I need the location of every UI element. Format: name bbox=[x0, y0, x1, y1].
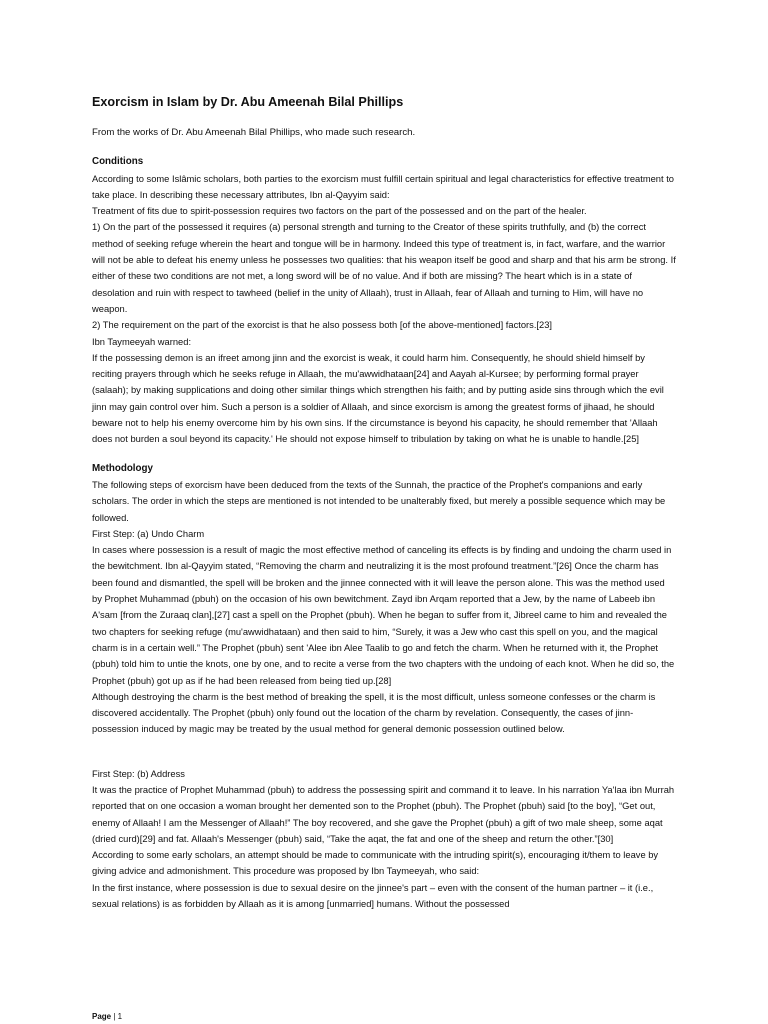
step-heading: First Step: (a) Undo Charm bbox=[92, 528, 205, 539]
document-title: Exorcism in Islam by Dr. Abu Ameenah Bilal Phillips bbox=[92, 95, 404, 109]
paragraph: 1) On the part of the possessed it requires (a) personal strength and turning to the Creator of these spirits truthfully, and (b) the correct method of seeking refuge wherein the heart and tongue will be in harmony. Indeed this type of treatment is, in fact, warfare, and the warrior will not be able to defeat his enemy unless he possesses two qualities: that his weapon itself be good and sharp and that his arm be strong. If either of these two conditions are not met, a long sword will be of no value. And if both are missing? The heart which is in a state of desolation and ruin with respect to tawheed (belief in the unity of Allaah), trust in Allaah, fear of Allaah and turning to Him, will have no weapon. bbox=[92, 222, 676, 314]
page-number: 1 bbox=[117, 1012, 123, 1021]
paragraph: Ibn Taymeeyah warned: bbox=[92, 336, 192, 347]
paragraph: In the first instance, where possession is due to sexual desire on the jinnee's part – even with the consent of the human partner – it (i.e., sexual relations) is as forbidden by Allaah as it is among [unmarried] humans. Without the possessed bbox=[92, 882, 654, 910]
section-heading-conditions: Conditions bbox=[92, 156, 144, 168]
paragraph: Treatment of fits due to spirit-possession requires two factors on the part of the possessed and on the part of the healer. bbox=[92, 206, 587, 217]
spacer bbox=[92, 738, 676, 766]
intro-text: From the works of Dr. Abu Ameenah Bilal Phillips, who made such research. bbox=[92, 127, 416, 138]
page-footer bbox=[92, 1012, 122, 1022]
section-heading-methodology: Methodology bbox=[92, 462, 153, 474]
paragraph: It was the practice of Prophet Muhammad (pbuh) to address the possessing spirit and command it to leave. In his narration Ya'laa ibn Murrah reported that on one occasion a woman brought her demented son to the Prophet (pbuh). The Prophet (pbuh) said [to the boy], “Get out, enemy of Allaah! I am the Messenger of Allaah!” The boy recovered, and she gave the Prophet (pbuh) a gift of two male sheep, some aqat (dried curd)[29] and fat. Allaah's Messenger (pbuh) said, “Take the aqat, the fat and one of the sheep and return the other.”[30] bbox=[92, 784, 675, 844]
paragraph: The following steps of exorcism have been deduced from the texts of the Sunnah, the practice of the Prophet's companions and early scholars. The order in which the steps are mentioned is not intended to be unalterably fixed, but merely a possible sequence which may be followed. bbox=[92, 479, 666, 523]
paragraph: According to some early scholars, an attempt should be made to communicate with the intruding spirit(s), encouraging it/them to leave by giving advice and admonishment. This procedure was proposed by Ibn Taymeeyah, who said: bbox=[92, 850, 659, 877]
paragraph: In cases where possession is a result of magic the most effective method of canceling its effects is by finding and undoing the charm used in the bewitchment. Ibn al-Qayyim stated, “Removing the charm and neutralizing it is the most profound treatment.”[26] Once the charm has been found and dismantled, the spell will be broken and the jinnee connected with it will leave the person alone. This was the method used by Prophet Muhammad (pbuh) on the occasion of his own bewitchment. Zayd ibn Arqam reported that a Jew, by the name of Labeeb ibn A'sam [from the Zuraaq clan],[27] cast a spell on the Prophet (pbuh). When he began to suffer from it, Jibreel came to him and revealed the two chapters for seeking refuge (mu'awwidhataan) and then said to him, “Surely, it was a Jew who cast this spell on you, and the magical charm is in a certain well.” The Prophet (pbuh) sent 'Alee ibn Alee Taalib to go and fetch the charm. When he returned with it, the Prophet (pbuh) told him to untie the knots, one by one, and to recite a verse from the two chapters with the undoing of each knot. When he did so, the Prophet (pbuh) got up as if he had been released from being tied up.[28] bbox=[92, 545, 675, 686]
spacer bbox=[92, 448, 676, 461]
page-label: Page bbox=[92, 1012, 112, 1021]
step-heading: First Step: (b) Address bbox=[92, 768, 185, 779]
page-separator: | bbox=[113, 1012, 116, 1021]
quote-paragraph: If the possessing demon is an ifreet among jinn and the exorcist is weak, it could harm him. Consequently, he should shield himself by reciting prayers through which he seeks refuge in Allaah, the mu'awwidhataan[24] and Aayah al-Kursee; by performing formal prayer (salaah); by making supplications and doing other similar things which strengthen his faith; and by putting aside sins through which the evil jinn may gain control over him. Such a person is a soldier of Allaah, and since exorcism is among the greatest forms of jihaad, he should beware not to help his enemy overcome him by his own sins. If the circumstance is beyond his capacity, he should remember that 'Allaah does not burden a soul beyond its capacity.' He should not expose himself to tribulation by taking on what he is unable to handle.[25] bbox=[92, 352, 664, 445]
paragraph: 2) The requirement on the part of the exorcist is that he also possess both [of the above-mentioned] factors.[23] bbox=[92, 320, 553, 331]
paragraph: According to some Islâmic scholars, both parties to the exorcism must fulfill certain spiritual and legal characteristics for effective treatment to take place. In describing these necessary attributes, Ibn al-Qayyim said: bbox=[92, 173, 674, 200]
paragraph: Although destroying the charm is the best method of breaking the spell, it is the most difficult, unless someone confesses or the charm is discovered accidentally. The Prophet (pbuh) only found out the location of the charm by revelation. Consequently, the cases of jinn-possession induced by magic may be treated by the usual method for general demonic possession outlined below. bbox=[92, 691, 656, 735]
document-page bbox=[92, 94, 676, 912]
